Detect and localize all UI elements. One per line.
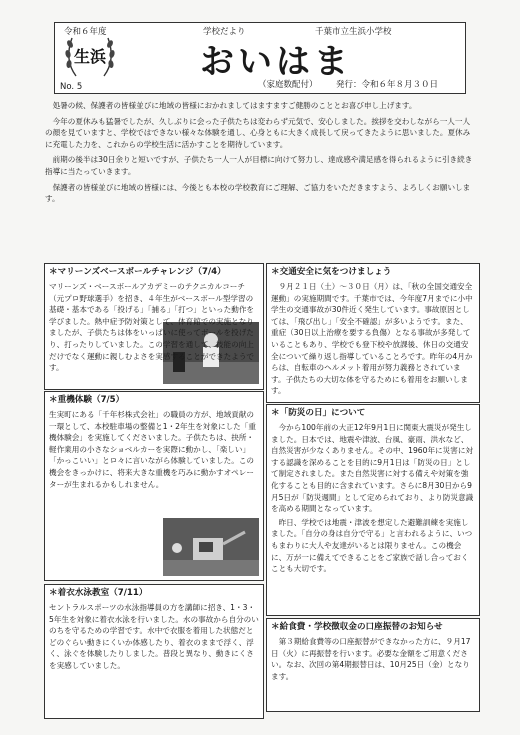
intro-paragraph: 処暑の候、保護者の皆様並びに地域の皆様におかれましてはますますご健勝のこととお喜び申し上げます。 xyxy=(52,101,417,110)
newsletter-label: 学校だより xyxy=(203,27,246,37)
section-body: 第３期給食費等の口座振替ができなかった方に、９月17日（火）に再振替を行います。必要な金額をご用意ください。なお、次回の第4期振替日は、10月25日（金）となります。 xyxy=(271,637,471,681)
paragraph: 今から100年前の大正12年9月1日に関東大震災が発生しました。日本では、地震や津波、台風、豪雨、洪水など、自然災害が少なくありません。その中、1960年に災害に対する認識を深めることを目的に9月1日は「防災の日」として制定されました。また自然災害に対する備えや対策を強化することも目的に含まれています。さらに8月30日から9月5日が「防災週間」として定められており、より防災意識を高める期間となっています。 xyxy=(271,423,474,514)
section-title: ＊給食費・学校徴収金の口座振替のお知らせ xyxy=(271,622,443,632)
school-name: 千葉市立生浜小学校 xyxy=(315,27,392,37)
intro-paragraph: 前期の後半は30日余りと短いですが、子供たち一人一人が目標に向けて努力し、達成感や満足感を得られるように引き続き指導に当たっていきます。 xyxy=(45,155,473,176)
photo-excavator xyxy=(163,518,259,576)
section-body: マリーンズ・ベースボールアカデミーのテクニカルコーチ（元プロ野球選手）を招き、４年生がベースボール型学習の基礎・基本である「投げる」「捕る」「打つ」といった動作を学びました。熱中症予防対策として、体育館での実施となりましたが、子供たちは体をいっぱいに使ってボールを投げたり、打ったりしていました。この学習を通して、技能の向上だけでなく運動に親しむよさを実感することができたようです。 xyxy=(49,282,255,373)
section-title: ＊マリーンズベースボールチャレンジ（7/4） xyxy=(49,267,226,277)
school-emblem-logo xyxy=(62,30,118,82)
section-body: セントラルスポーツの水泳指導員の方を講師に招き、1・3・5年生を対象に着衣水泳を行いました。水の事故から自分のいのちを守るための学習です。水中で衣服を着用した状態だとどのぐらい動きにくいか体感したり、着衣のままで浮く、浮く、泳ぐを体験したりしました。普段と異なり、動きにくさを実感していました。 xyxy=(49,603,259,670)
emblem-text: 生浜 xyxy=(73,47,107,66)
section-title: ＊着衣水泳教室（7/11） xyxy=(49,588,148,598)
section-body: ９月２１日（土）～３０日（月）は、「秋の全国交通安全運動」の実施期間です。千葉市では、今年度7月までに小中学生の交通事故が30件近く発生しています。事故原因としては、「飛び出し」「安全不確認」が多いようです。また、重症（30日以上治療を要する負傷）となる事故が多発していることもあり、学校でも登下校や放課後、休日の交通安全について繰り返し指導していることろです。昨年の4月からは、自転車のヘルメット着用が努力義務とされています。子供たちの大切な体を守るためにも着用をお願いします。 xyxy=(271,282,473,396)
issue-date: 発行：令和６年８月３０日 xyxy=(336,80,439,90)
newsletter-title: おいはま xyxy=(200,42,352,82)
intro xyxy=(45,100,475,205)
section-title: ＊重機体験（7/5） xyxy=(49,395,125,405)
intro-paragraph: 今年の夏休みも猛暑でしたが、久しぶりに会った子供たちは変わらず元気で、安心しました。挨拶を交わしながら一人一人の顔を見ていますと、学校ではできない様々な体験を通し、心身ともに大きく成長して戻ってきたように思いました。夏休みに充電した力を、これからの学校生活に活かすことを期待しています。 xyxy=(45,116,471,149)
era-year: 令和６年度 xyxy=(64,27,107,37)
section-body xyxy=(271,422,475,575)
distribution-note: （家庭数配付） xyxy=(258,80,318,90)
intro-paragraph: 保護者の皆様並びに地域の皆様には、今後とも本校の学校教育にご理解、ご協力をいただきますよう、よろしくお願いします。 xyxy=(45,182,471,204)
issue-number: No. 5 xyxy=(60,82,83,92)
section-body: 生実町にある「千年杉株式会社」の職員の方が、地域貢献の一環として、本校駐車場の整備と1・2年生を対象にした「重機体験会」を実施してくださいました。子供たちは、抉所・軽作業用の小さなショベルカーを実際に動かし、「楽しい」「かっこいい」とロ々に言いながら体験していました。この機会をきっかけに、将来大きな重機を巧みに動かすオペレーターが生まれるかもしれません。 xyxy=(49,410,256,489)
section-title: ＊「防災の日」について xyxy=(271,408,366,418)
section-swimming xyxy=(44,584,264,719)
section-marines xyxy=(44,263,264,390)
paragraph: 昨日、学校では地震・津波を想定した避難訓練を実施しました。「自分の身は自分で守る」と言われるように、いつもまわりに大人や友達がいるとは限りません。この機会に、万が一に備えてできることをご家族で話し合っておくことも大切です。 xyxy=(271,517,473,574)
section-disaster-day xyxy=(266,404,480,616)
section-title: ＊交通安全に気をつけましょう xyxy=(271,267,392,277)
section-heavy-machinery xyxy=(44,391,264,581)
section-fees-notice xyxy=(266,618,480,712)
section-traffic-safety xyxy=(266,263,480,403)
